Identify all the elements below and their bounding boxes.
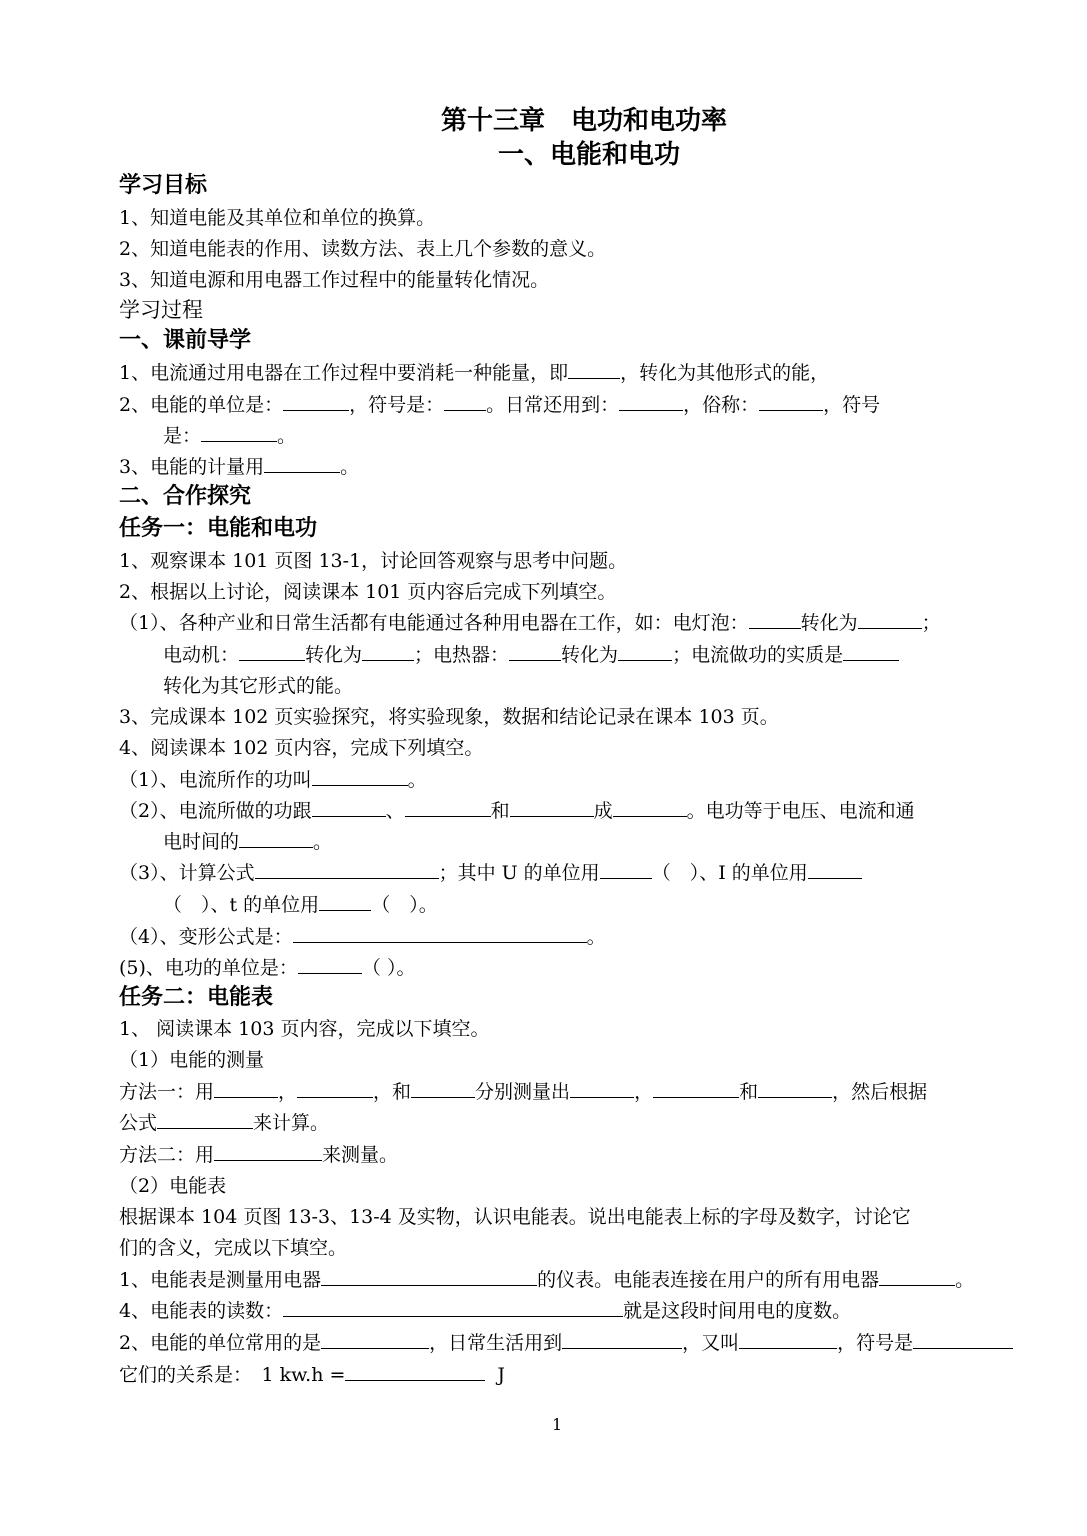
blank[interactable] bbox=[562, 1330, 682, 1349]
coop-l2: 2、根据以上讨论，阅读课本 101 页内容后完成下列填空。 bbox=[119, 581, 617, 603]
text: 。电功等于电压、电流和通 bbox=[686, 800, 915, 822]
blank[interactable] bbox=[808, 860, 862, 879]
text: （1）、电流所作的功叫 bbox=[119, 769, 312, 791]
goal-item: 1、知道电能及其单位和单位的换算。 bbox=[119, 207, 436, 229]
blank[interactable] bbox=[255, 860, 439, 879]
text: 。 bbox=[955, 1269, 975, 1291]
pre-q3 bbox=[119, 454, 359, 480]
blank[interactable] bbox=[312, 767, 408, 786]
text: 的仪表。电能表连接在用户的所有用电器 bbox=[537, 1269, 880, 1291]
blank[interactable] bbox=[283, 1298, 623, 1317]
pre-q2 bbox=[119, 392, 880, 418]
blank[interactable] bbox=[600, 860, 652, 879]
blank[interactable] bbox=[264, 454, 340, 473]
blank[interactable] bbox=[239, 642, 305, 661]
goal-item: 2、知道电能表的作用、读数方法、表上几个参数的意义。 bbox=[119, 238, 607, 260]
pre-q1-text: 1、电流通过用电器在工作过程中要消耗一种能量，即 bbox=[119, 362, 569, 384]
blank[interactable] bbox=[297, 1079, 373, 1098]
meter-intro-2: 们的含义，完成以下填空。 bbox=[119, 1237, 348, 1259]
blank[interactable] bbox=[411, 1079, 475, 1098]
text: ，符号是： bbox=[349, 394, 445, 416]
blank[interactable] bbox=[345, 1362, 485, 1381]
blank[interactable] bbox=[510, 798, 594, 817]
text: 。 bbox=[407, 769, 427, 791]
pre-q1-text2: ，转化为其他形式的能， bbox=[620, 362, 830, 384]
blank[interactable] bbox=[283, 392, 349, 411]
task2-l1: 1、 阅读课本 103 页内容，完成以下填空。 bbox=[119, 1018, 490, 1040]
blank[interactable] bbox=[321, 1330, 429, 1349]
blank[interactable] bbox=[913, 1330, 1013, 1349]
text: 方法一：用 bbox=[119, 1081, 215, 1103]
page-number: 1 bbox=[552, 1415, 563, 1434]
section-title: 一、电能和电功 bbox=[498, 140, 681, 170]
blank[interactable] bbox=[201, 423, 277, 442]
blank[interactable] bbox=[312, 798, 386, 817]
method-2 bbox=[119, 1142, 398, 1168]
coop-s3 bbox=[119, 860, 862, 886]
text: 电时间的 bbox=[163, 831, 240, 853]
text: ；电流做功的实质是 bbox=[672, 644, 844, 666]
text: 4、电能表的读数： bbox=[119, 1300, 284, 1322]
blank[interactable] bbox=[618, 642, 672, 661]
text: 。 bbox=[340, 456, 360, 478]
task2-heading: 任务二：电能表 bbox=[119, 985, 274, 1010]
text: （ ）、t 的单位用 bbox=[163, 894, 320, 916]
pre-heading: 一、课前导学 bbox=[119, 328, 252, 353]
blank[interactable] bbox=[319, 892, 371, 911]
text: （2）、电流所做的功跟 bbox=[119, 800, 312, 822]
text: （ ）。 bbox=[361, 957, 416, 979]
text: 。 bbox=[313, 831, 333, 853]
meter-e2 bbox=[119, 1330, 1013, 1356]
text: (5)、电功的单位是： bbox=[119, 957, 298, 979]
blank[interactable] bbox=[298, 955, 362, 974]
blank[interactable] bbox=[321, 1267, 537, 1286]
coop-p3: 转化为其它形式的能。 bbox=[163, 675, 354, 697]
blank[interactable] bbox=[405, 798, 491, 817]
text: 和 bbox=[739, 1081, 759, 1103]
goal-item: 3、知道电源和用电器工作过程中的能量转化情况。 bbox=[119, 269, 550, 291]
task1-heading: 任务一：电能和电功 bbox=[119, 516, 318, 541]
text: 公式 bbox=[119, 1112, 158, 1134]
text: （ ）、I 的单位用 bbox=[651, 862, 808, 884]
text: ， bbox=[634, 1081, 654, 1103]
coop-l1: 1、观察课本 101 页图 13-1，讨论回答观察与思考中问题。 bbox=[119, 550, 628, 572]
text: 和 bbox=[490, 800, 510, 822]
goals-heading: 学习目标 bbox=[119, 173, 208, 198]
process-heading: 学习过程 bbox=[119, 298, 203, 322]
unit-relation bbox=[119, 1362, 505, 1388]
text: J bbox=[497, 1364, 506, 1386]
text: 方法二：用 bbox=[119, 1144, 215, 1166]
coop-s2 bbox=[119, 798, 915, 824]
meter-intro-1: 根据课本 104 页图 13-3、13-4 及实物，认识电能表。说出电能表上标的字母及数字，讨论它 bbox=[119, 1206, 911, 1228]
coop-l4: 4、阅读课本 102 页内容，完成下列填空。 bbox=[119, 737, 484, 759]
blank[interactable] bbox=[444, 392, 486, 411]
blank[interactable] bbox=[214, 1079, 278, 1098]
coop-s1 bbox=[119, 767, 427, 793]
text: ，俗称： bbox=[683, 394, 760, 416]
text: （3）、计算公式 bbox=[119, 862, 255, 884]
blank[interactable] bbox=[758, 1079, 832, 1098]
text: （1）、各种产业和日常生活都有电能通过各种用电器在工作，如：电灯泡： bbox=[119, 612, 749, 634]
text: 来测量。 bbox=[322, 1144, 399, 1166]
blank[interactable] bbox=[759, 392, 823, 411]
blank[interactable] bbox=[619, 392, 683, 411]
blank[interactable] bbox=[570, 1079, 634, 1098]
coop-heading: 二、合作探究 bbox=[119, 484, 252, 509]
text: ；电热器： bbox=[414, 644, 510, 666]
text: 来计算。 bbox=[253, 1112, 330, 1134]
blank[interactable] bbox=[293, 924, 587, 943]
text: ，又叫 bbox=[682, 1332, 740, 1354]
text: 2、电能的单位是： bbox=[119, 394, 284, 416]
text: （ ）。 bbox=[371, 894, 438, 916]
text: 、 bbox=[385, 800, 405, 822]
text: 3、电能的计量用 bbox=[119, 456, 265, 478]
blank[interactable] bbox=[214, 1142, 322, 1161]
coop-s3-cont bbox=[163, 892, 438, 918]
blank[interactable] bbox=[613, 798, 687, 817]
blank[interactable] bbox=[568, 360, 620, 379]
blank[interactable] bbox=[879, 1267, 955, 1286]
method-1-cont bbox=[119, 1110, 329, 1136]
blank[interactable] bbox=[749, 610, 801, 629]
blank[interactable] bbox=[239, 829, 313, 848]
text: 。 bbox=[277, 425, 297, 447]
pre-q1 bbox=[119, 360, 829, 386]
blank[interactable] bbox=[653, 1079, 739, 1098]
text: 转化为 bbox=[800, 612, 858, 634]
text: 就是这段时间用电的度数。 bbox=[623, 1300, 852, 1322]
coop-s4 bbox=[119, 924, 606, 950]
text: 成 bbox=[593, 800, 613, 822]
text: 。 bbox=[586, 926, 606, 948]
text: 转化为 bbox=[561, 644, 619, 666]
coop-p2 bbox=[163, 642, 899, 668]
pre-q2-cont bbox=[163, 423, 296, 449]
blank[interactable] bbox=[362, 642, 414, 661]
coop-s2-cont bbox=[163, 829, 332, 855]
coop-l3: 3、完成课本 102 页实验探究，将实验现象，数据和结论记录在课本 103 页。 bbox=[119, 706, 779, 728]
method-1 bbox=[119, 1079, 927, 1105]
text: ，符号 bbox=[823, 394, 881, 416]
coop-p1 bbox=[119, 610, 941, 636]
blank[interactable] bbox=[739, 1330, 837, 1349]
text: 分别测量出 bbox=[475, 1081, 571, 1103]
text: ， bbox=[278, 1081, 298, 1103]
text: ，日常生活用到 bbox=[429, 1332, 563, 1354]
text: （4）、变形公式是： bbox=[119, 926, 293, 948]
meter-heading: （2）电能表 bbox=[119, 1175, 227, 1197]
text: 电动机： bbox=[163, 644, 240, 666]
meter-e1 bbox=[119, 1267, 974, 1293]
text: 转化为 bbox=[305, 644, 363, 666]
meter-e4 bbox=[119, 1298, 851, 1324]
text: ； bbox=[921, 612, 941, 634]
text: ；其中 U 的单位用 bbox=[438, 862, 600, 884]
text: 它们的关系是： 1 kw.h = bbox=[119, 1364, 346, 1386]
text: 是： bbox=[163, 425, 202, 447]
blank[interactable] bbox=[157, 1110, 253, 1129]
text: 2、电能的单位常用的是 bbox=[119, 1332, 322, 1354]
blank[interactable] bbox=[509, 642, 561, 661]
blank[interactable] bbox=[843, 642, 899, 661]
blank[interactable] bbox=[858, 610, 922, 629]
text: ，然后根据 bbox=[832, 1081, 928, 1103]
measure-heading: （1）电能的测量 bbox=[119, 1049, 265, 1071]
text: 1、电能表是测量用电器 bbox=[119, 1269, 322, 1291]
chapter-title: 第十三章 电功和电功率 bbox=[441, 106, 728, 136]
text: ，和 bbox=[373, 1081, 412, 1103]
coop-s5 bbox=[119, 955, 415, 981]
text: ，符号是 bbox=[837, 1332, 914, 1354]
text: 。日常还用到： bbox=[486, 394, 620, 416]
